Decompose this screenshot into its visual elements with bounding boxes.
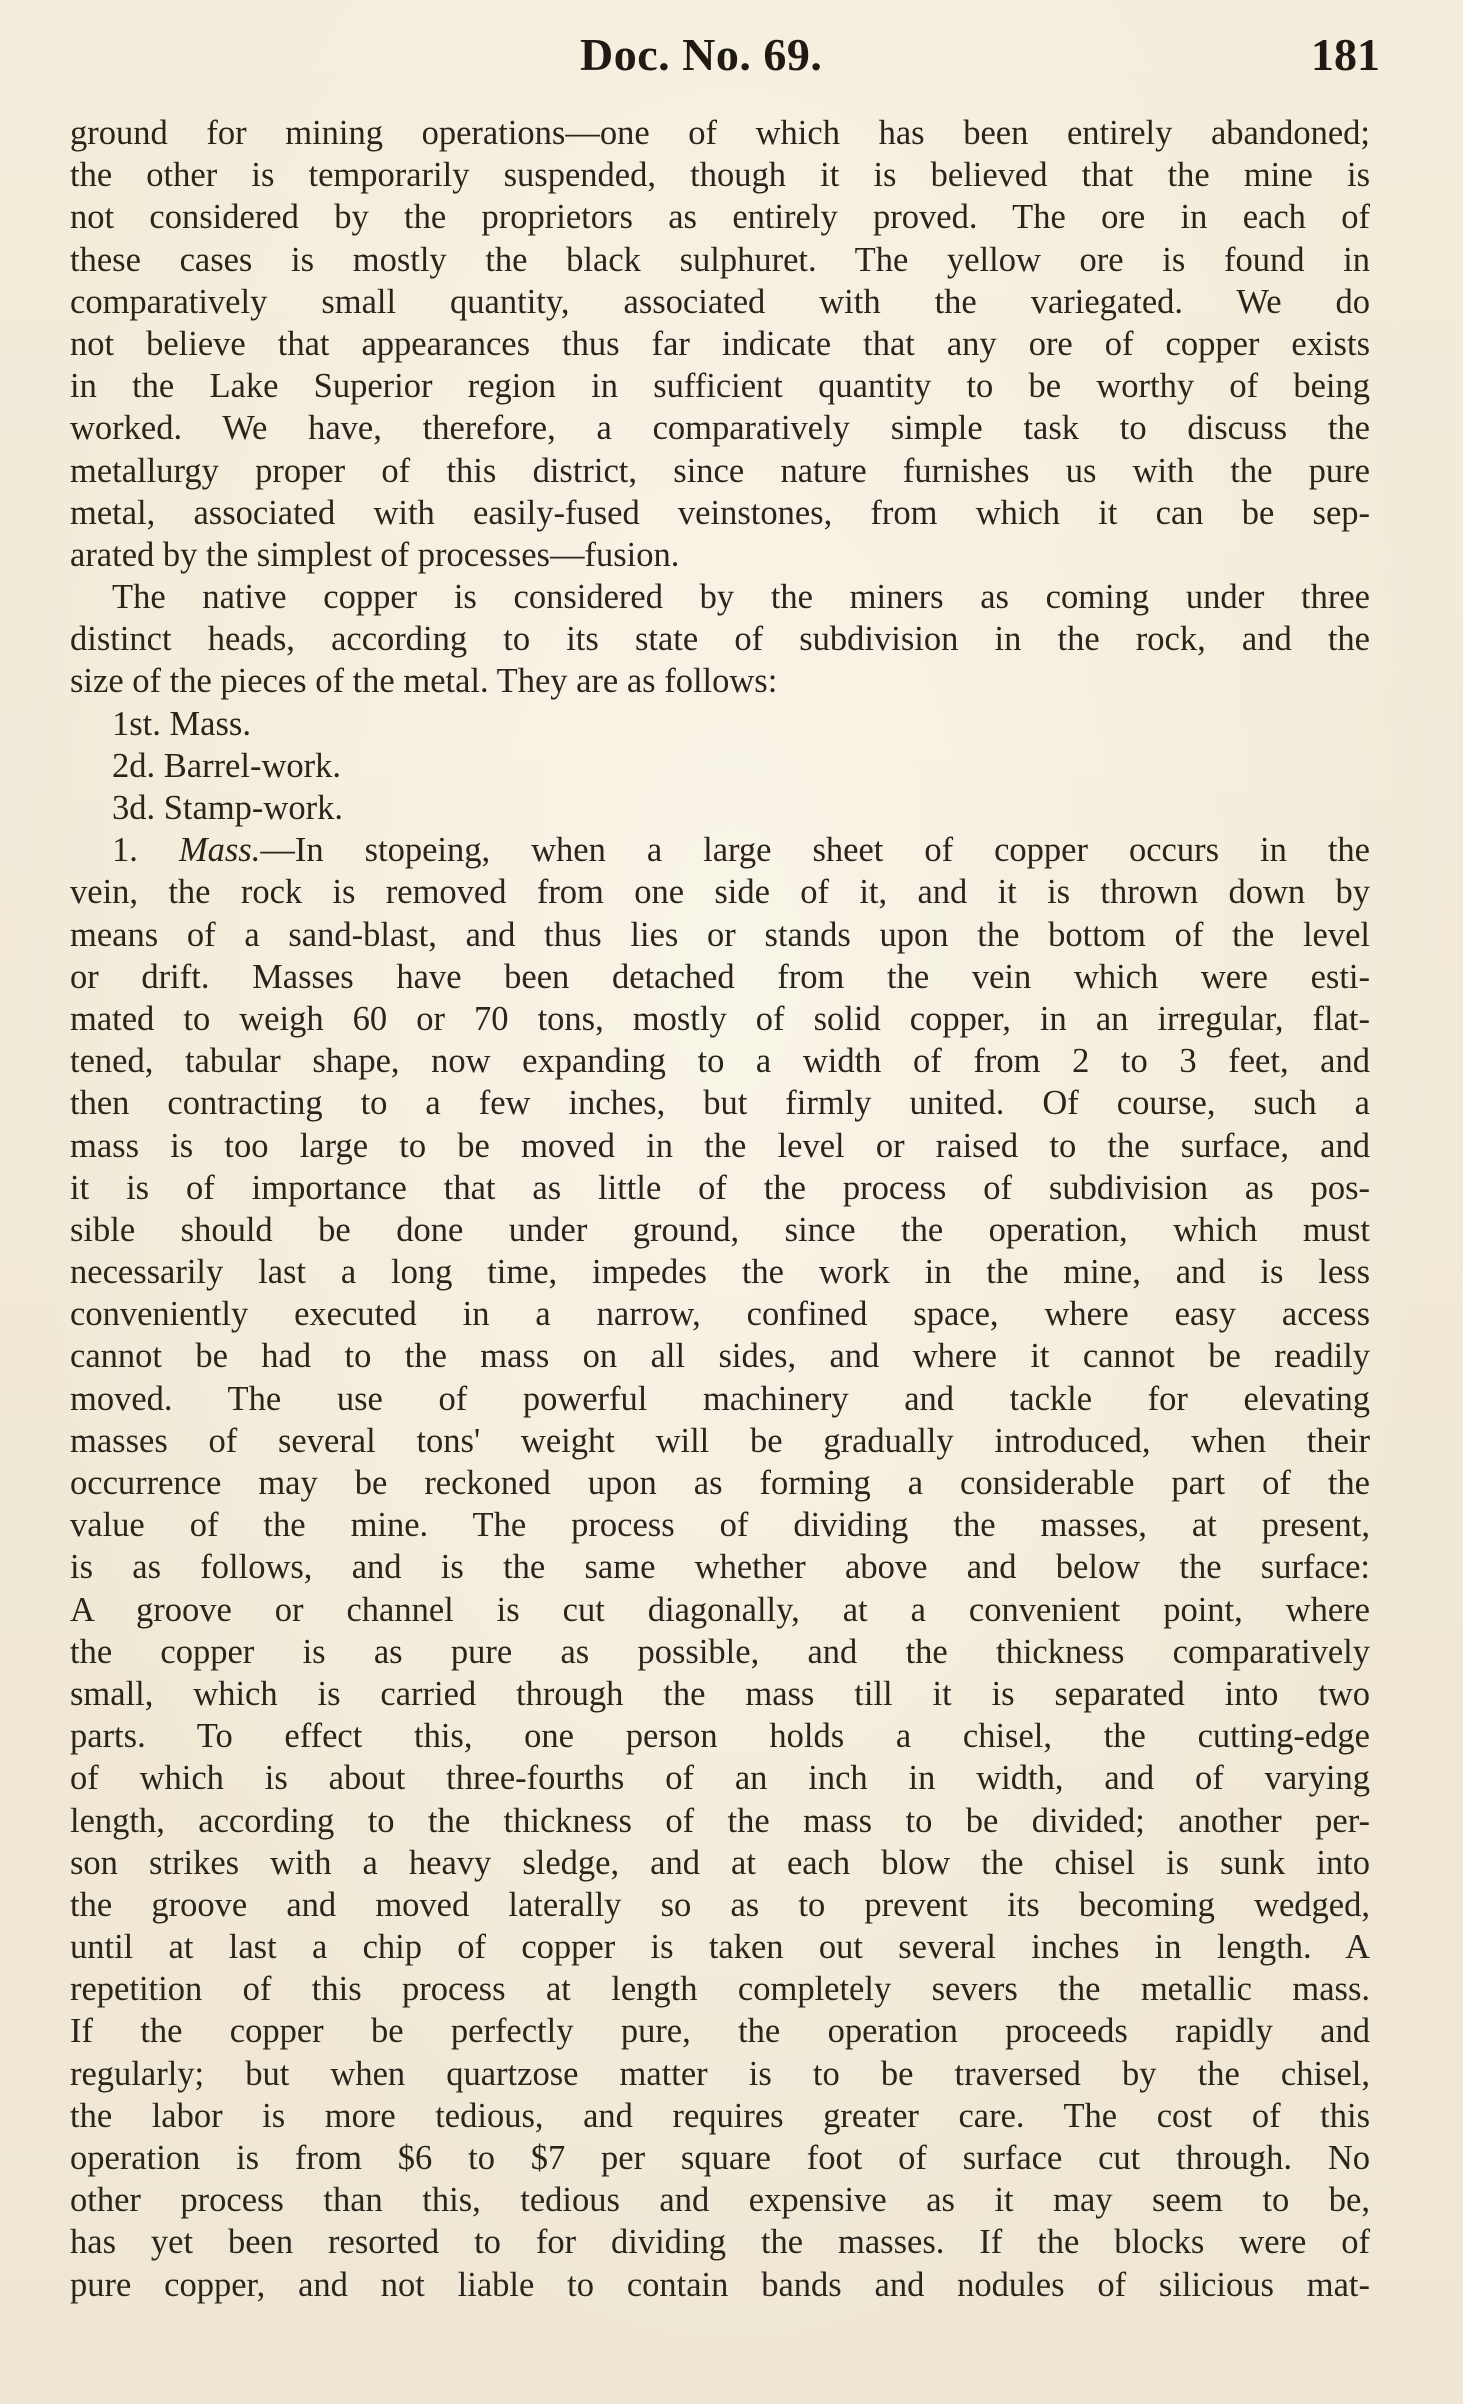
italic-mass-word: Mass.	[178, 831, 261, 870]
text-line: then contracting to a few inches, but firmly united. Of course, such a	[70, 1084, 1370, 1123]
text-line: vein, the rock is removed from one side of it, and it is thrown down by	[70, 873, 1370, 912]
text-line: conveniently executed in a narrow, confined space, where easy access	[70, 1295, 1370, 1334]
text-line: son strikes with a heavy sledge, and at each blow the chisel is sunk into	[70, 1843, 1370, 1882]
text-line: length, according to the thickness of the mass to be divided; another per-	[70, 1801, 1370, 1840]
text-line: is as follows, and is the same whether above and below the surface:	[70, 1548, 1370, 1587]
text-line: other process than this, tedious and expensive as it may seem to be,	[70, 2181, 1370, 2220]
text-line: moved. The use of powerful machinery and tackle for elevating	[70, 1379, 1370, 1418]
text-line: size of the pieces of the metal. They are as follows:	[70, 662, 778, 701]
text-line: occurrence may be reckoned upon as forming a considerable part of the	[70, 1464, 1370, 1502]
text-line: comparatively small quantity, associated with the variegated. We do	[70, 282, 1370, 321]
list-item: 3d. Stamp-work.	[112, 789, 343, 827]
text-line: sible should be done under ground, since the operation, which must	[70, 1210, 1370, 1249]
text-line: has yet been resorted to for dividing the masses. If the blocks were of	[70, 2223, 1370, 2262]
text-line: If the copper be perfectly pure, the operation proceeds rapidly and	[70, 2012, 1370, 2051]
body-text	[70, 112, 1370, 2306]
text-line: parts. To effect this, one person holds a chisel, the cutting-edge	[70, 1717, 1370, 1756]
text-line: small, which is carried through the mass till it is separated into two	[70, 1674, 1370, 1713]
text-line: the groove and moved laterally so as to prevent its becoming wedged,	[70, 1885, 1370, 1924]
text-line: until at last a chip of copper is taken out several inches in length. A	[70, 1928, 1370, 1967]
mass-section-start: 1. Mass.—In stopeing, when a large sheet of copper occurs in the	[112, 831, 1370, 870]
text-line: mass is too large to be moved in the level or raised to the surface, and	[70, 1126, 1370, 1165]
text-line: mated to weigh 60 or 70 tons, mostly of solid copper, in an irregular, flat-	[70, 999, 1370, 1038]
text-line: repetition of this process at length completely severs the metallic mass.	[70, 1970, 1370, 2009]
text-line: the labor is more tedious, and requires greater care. The cost of this	[70, 2096, 1370, 2135]
text-line: pure copper, and not liable to contain bands and nodules of silicious mat-	[70, 2265, 1370, 2304]
list-item: 1st. Mass.	[112, 704, 251, 743]
text-line: not considered by the proprietors as entirely proved. The ore in each of	[70, 198, 1370, 237]
text-line: metallurgy proper of this district, since nature furnishes us with the pure	[70, 451, 1370, 490]
text-line: distinct heads, according to its state of subdivision in the rock, and the	[70, 620, 1370, 659]
text-line: the other is temporarily suspended, though it is believed that the mine is	[70, 156, 1370, 195]
text-line: ground for mining operations—one of which has been entirely abandoned;	[70, 114, 1370, 152]
text-line: tened, tabular shape, now expanding to a width of from 2 to 3 feet, and	[70, 1042, 1370, 1081]
list-item: 2d. Barrel-work.	[112, 746, 341, 785]
text-line: operation is from $6 to $7 per square foot of surface cut through. No	[70, 2139, 1370, 2177]
text-line: it is of importance that as little of the process of subdivision as pos-	[70, 1168, 1370, 1207]
text-line: The native copper is considered by the miners as coming under three	[112, 578, 1370, 617]
text-line: A groove or channel is cut diagonally, at a convenient point, where	[70, 1590, 1370, 1629]
text-line: metal, associated with easily-fused veinstones, from which it can be sep-	[70, 493, 1370, 532]
text-line: not believe that appearances thus far indicate that any ore of copper exists	[70, 324, 1370, 363]
text-line: in the Lake Superior region in sufficient quantity to be worthy of being	[70, 367, 1370, 406]
text-line: these cases is mostly the black sulphuret. The yellow ore is found in	[70, 240, 1370, 279]
text-line: or drift. Masses have been detached from the vein which were esti-	[70, 957, 1370, 996]
text-line: cannot be had to the mass on all sides, and where it cannot be readily	[70, 1337, 1370, 1376]
page-number: 181	[1311, 29, 1380, 80]
text-line: worked. We have, therefore, a comparatively simple task to discuss the	[70, 409, 1370, 448]
text-line: means of a sand-blast, and thus lies or stands upon the bottom of the level	[70, 915, 1370, 954]
text-line: arated by the simplest of processes—fusion.	[70, 535, 680, 574]
document-label: Doc. No. 69.	[580, 29, 823, 80]
text-line: masses of several tons' weight will be gradually introduced, when their	[70, 1421, 1370, 1460]
page-header	[70, 28, 1380, 88]
text-line: of which is about three-fourths of an inch in width, and of varying	[70, 1759, 1370, 1798]
text-line: necessarily last a long time, impedes the work in the mine, and is less	[70, 1253, 1370, 1292]
text-line: the copper is as pure as possible, and the thickness comparatively	[70, 1632, 1370, 1671]
text-line: value of the mine. The process of dividing the masses, at present,	[70, 1506, 1370, 1545]
text-line: regularly; but when quartzose matter is to be traversed by the chisel,	[70, 2054, 1370, 2093]
